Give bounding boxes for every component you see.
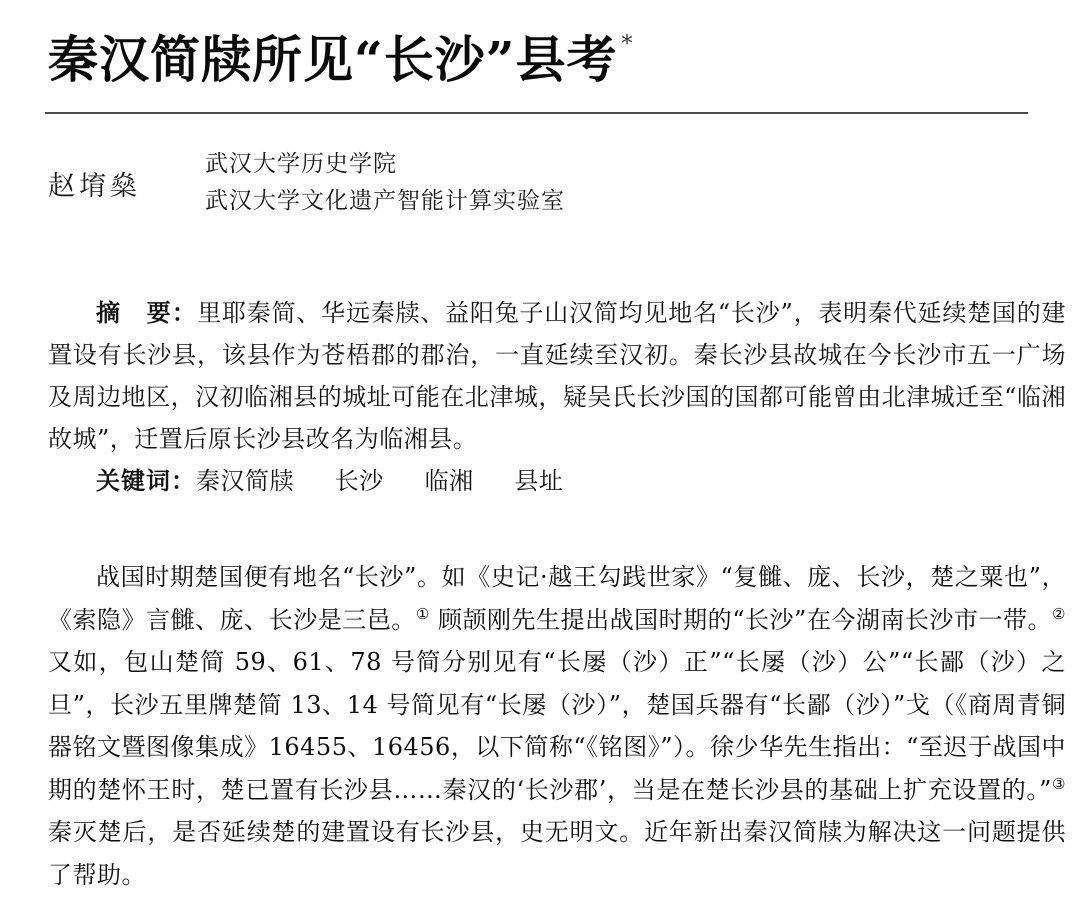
title-divider xyxy=(45,112,1028,114)
keyword-3: 临湘 xyxy=(424,467,474,495)
page-title-text: 秦汉简牍所见“长沙”县考 xyxy=(48,30,618,89)
keyword-4: 县址 xyxy=(514,467,564,495)
keywords-line xyxy=(48,460,1066,502)
abstract-section xyxy=(48,292,1066,502)
body-text-segment-3: 又如，包山楚简 59、61、78 号简分别见有“长屡（沙）正”“长屡（沙）公”“长鄙（沙）之旦”，长沙五里牌楚简 13、14 号简见有“长屡（沙）”，楚国兵器有“长鄙（沙）”戈（《商周青铜器铭文暨图像集成》16455、16456，以下简称“《铭图》”）。徐少华先生指出：“至迟于战国中期的楚怀王时，楚已置有长沙县……秦汉的‘长沙郡’，当是在楚长沙县的基础上扩充设置的。” xyxy=(48,648,1066,804)
affiliation-line-1: 武汉大学历史学院 xyxy=(205,151,397,177)
page-title xyxy=(48,20,634,92)
body-text-segment-4: 秦灭楚后，是否延续楚的建置设有长沙县，史无明文。近年新出秦汉简牍为解决这一问题提供了帮助。 xyxy=(48,818,1066,889)
author-block xyxy=(48,146,948,220)
affiliation-line-2: 武汉大学文化遗产智能计算实验室 xyxy=(205,188,565,214)
keyword-1: 秦汉简牍 xyxy=(196,467,294,495)
footnote-ref-2: ② xyxy=(1052,604,1066,623)
affiliation-list xyxy=(205,146,565,220)
keyword-2: 长沙 xyxy=(334,467,384,495)
footnote-ref-3: ③ xyxy=(1051,774,1066,793)
body-text-segment-2: 顾颉刚先生提出战国时期的“长沙”在今湖南长沙市一带。 xyxy=(429,605,1053,634)
footnote-ref-1: ① xyxy=(415,604,430,623)
title-footnote-marker: * xyxy=(621,32,634,57)
body-paragraph-1 xyxy=(48,556,1066,896)
body-section xyxy=(48,556,1066,896)
body-text-segment-1: 战国时期楚国便有地名“长沙”。如《史记·越王勾践世家》“复雠、庞、长沙，楚之粟也”，《索隐》言雠、庞、长沙是三邑。 xyxy=(48,563,1066,634)
author-name: 赵堉燊 xyxy=(48,170,141,202)
abstract-label: 摘 要： xyxy=(96,299,198,327)
keywords-label: 关键词： xyxy=(96,467,196,495)
abstract-text: 里耶秦简、华远秦牍、益阳兔子山汉简均见地名“长沙”，表明秦代延续楚国的建置设有长沙县，该县作为苍梧郡的郡治，一直延续至汉初。秦长沙县故城在今长沙市五一广场及周边地区，汉初临湘县的城址可能在北津城，疑吴氏长沙国的国都可能曾由北津城迁至“临湘故城”，迁置后原长沙县改名为临湘县。 xyxy=(48,299,1067,453)
abstract-paragraph xyxy=(48,292,1066,460)
